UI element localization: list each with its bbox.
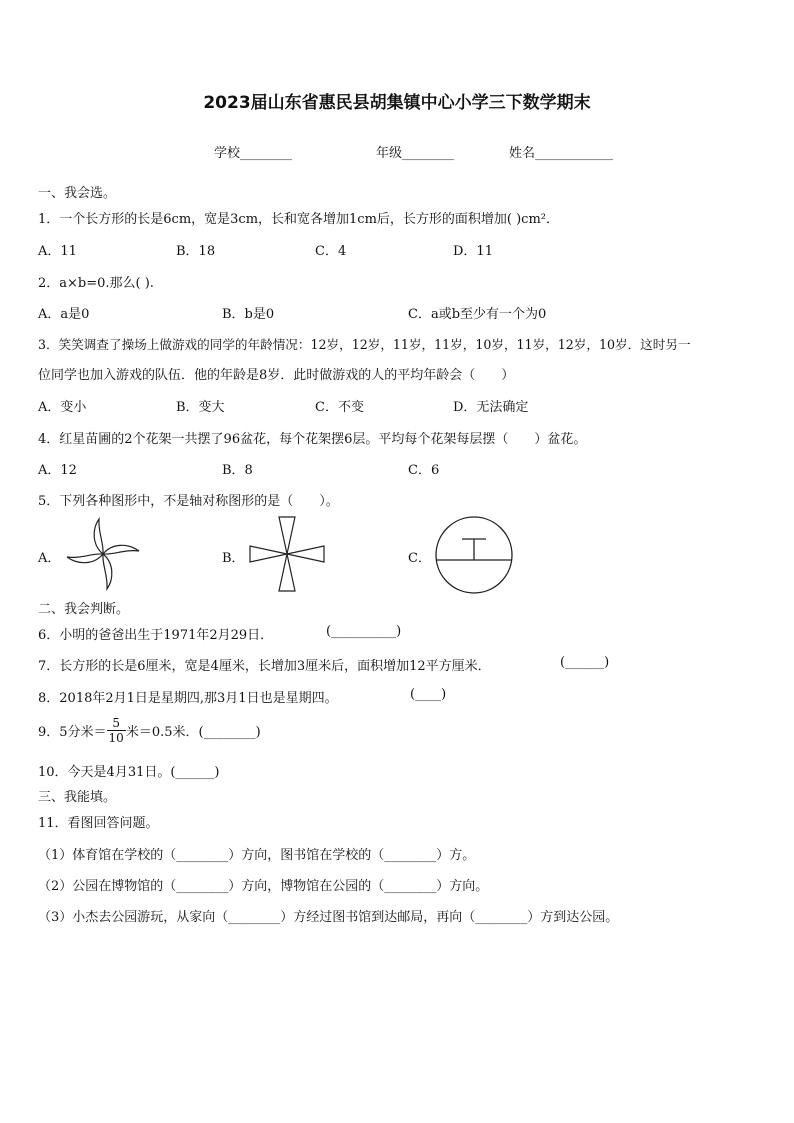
- q3-option-a: A．变小: [38, 400, 87, 415]
- q1-option-d: D．11: [453, 244, 493, 259]
- question-7: 7．长方形的长是6厘米，宽是4厘米，长增加3厘米后，面积增加12平方厘米．: [38, 659, 491, 674]
- question-5: 5．下列各种图形中，不是轴对称图形的是（ ）。: [38, 494, 339, 509]
- q11-part-1: （1）体育馆在学校的（________）方向，图书馆在学校的（________）方。: [38, 848, 476, 863]
- section-heading-3: 三、我能填。: [38, 790, 117, 805]
- q4-option-a: A．12: [38, 463, 77, 478]
- q1-option-a: A．11: [38, 244, 77, 259]
- q3-option-d: D．无法确定: [453, 400, 529, 415]
- q2-option-a: A．a是0: [38, 307, 90, 322]
- q8-answer-blank[interactable]: (____): [410, 687, 447, 702]
- q4-option-b: B．8: [222, 463, 253, 478]
- q9-suffix: 米＝0.5米．(________): [125, 724, 261, 740]
- q5-option-c: C．: [408, 551, 431, 566]
- q7-answer-blank[interactable]: (______): [560, 655, 610, 670]
- q3-option-b: B．变大: [176, 400, 225, 415]
- q5-option-a: A．: [38, 551, 61, 566]
- q9-prefix: 9．5分米＝: [38, 724, 107, 740]
- q6-answer-blank[interactable]: (__________): [326, 624, 402, 639]
- question-3-line-2: 位同学也加入游戏的队伍．他的年龄是8岁．此时做游戏的人的平均年龄会（ ）: [38, 368, 515, 383]
- q9-denominator: 10: [108, 730, 124, 745]
- q1-option-c: C．4: [315, 244, 347, 259]
- q1-option-b: B．18: [176, 244, 216, 259]
- question-11: 11．看图回答问题。: [38, 816, 159, 831]
- name-field: 姓名____________: [509, 146, 614, 161]
- q9-fraction: [107, 716, 126, 745]
- circle-with-lines-figure: [434, 515, 514, 595]
- question-6: 6．小明的爸爸出生于1971年2月29日．: [38, 628, 274, 643]
- question-3-line-1: 3．笑笑调查了操场上做游戏的同学的年龄情况：12岁，12岁，11岁，11岁，10岁，11岁，12岁，10岁．这时另一: [38, 337, 691, 352]
- q3-option-c: C．不变: [315, 400, 364, 415]
- question-8: 8．2018年2月1日是星期四,那3月1日也是星期四。: [38, 691, 338, 706]
- section-heading-2: 二、我会判断。: [38, 602, 130, 617]
- grade-field: 年级________: [376, 146, 455, 161]
- bowtie-cross-figure: [248, 515, 326, 593]
- q5-option-b: B．: [222, 551, 245, 566]
- section-heading-1: 一、我会选。: [38, 186, 117, 201]
- pinwheel-figure: [62, 515, 144, 593]
- q2-option-b: B．b是0: [222, 307, 275, 322]
- page-title: 2023届山东省惠民县胡集镇中心小学三下数学期末: [203, 93, 591, 113]
- q11-part-2: （2）公园在博物馆的（________）方向，博物馆在公园的（________）方向。: [38, 879, 489, 894]
- question-4: 4．红星苗圃的2个花架一共摆了96盆花，每个花架摆6层。平均每个花架每层摆（ ）盆花。: [38, 432, 587, 447]
- question-10: 10．今天是4月31日。(______): [38, 765, 220, 780]
- q4-option-c: C．6: [408, 463, 440, 478]
- q11-part-3: （3）小杰去公园游玩，从家向（________）方经过图书馆到达邮局，再向（________）方到达公园。: [38, 910, 619, 925]
- question-1: 1．一个长方形的长是6cm，宽是3cm，长和宽各增加1cm后，长方形的面积增加( )cm²．: [38, 212, 560, 227]
- q2-option-c: C．a或b至少有一个为0: [408, 307, 547, 322]
- question-9: [38, 713, 261, 747]
- question-2: 2．a×b=0.那么( ).: [38, 276, 154, 291]
- school-field: 学校________: [214, 146, 293, 161]
- q9-numerator: 5: [107, 716, 126, 731]
